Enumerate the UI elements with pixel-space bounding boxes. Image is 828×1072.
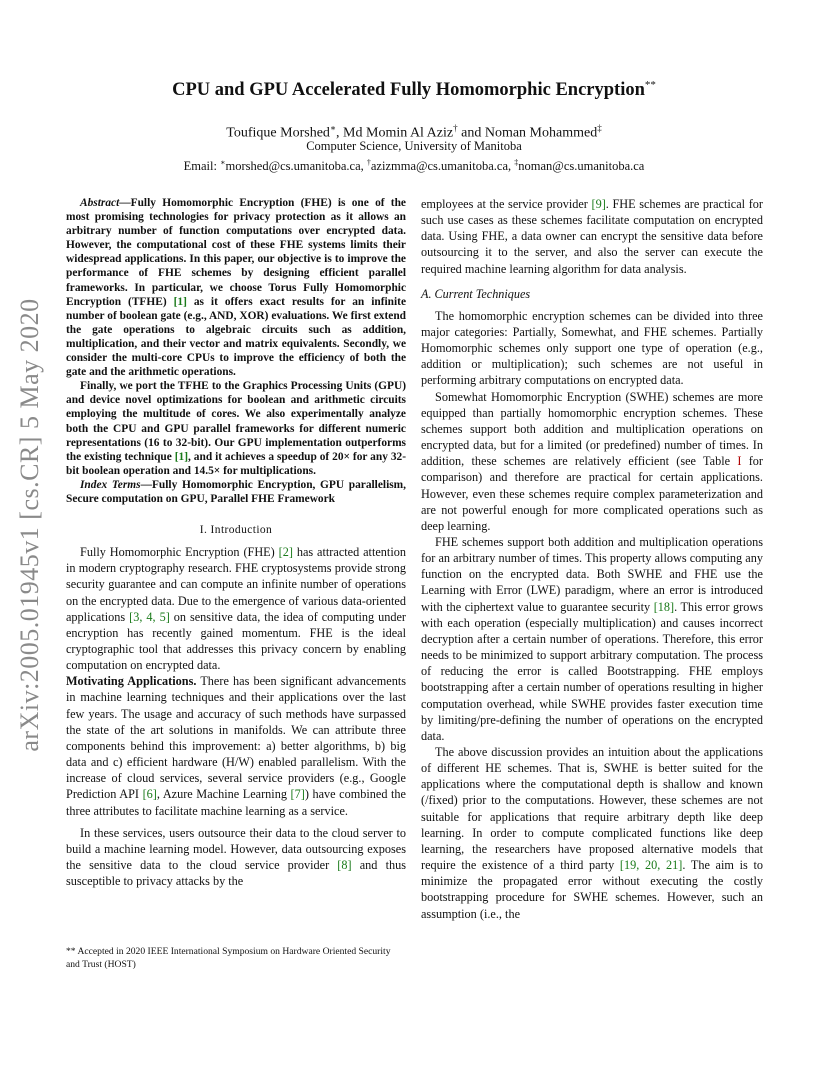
body-text: on sensitive data, the idea of computing under encryption has recently gained momentum. FHE is the ideal cryptographic tool that addresses this privacy concern by enabling computation on encrypted data.	[66, 609, 406, 673]
body-text: ) have combined the three attributes to facilitate machine learning as a service.	[66, 787, 406, 818]
footnote-mark: **	[66, 946, 76, 957]
body-paragraph	[421, 196, 763, 277]
body-paragraph	[66, 544, 406, 673]
body-text: The above discussion provides an intuition about the applications of different HE schemes. That is, SWHE is better suited for the applications where the computational depth is shallow and known (/fixed) prior to the computations. However, these schemes are not suitable for applications that require arbitrary depth like deep learning. In order to compute complicated functions like deep learning, the researchers have proposed alternative models that require the existence of a third party	[421, 745, 763, 873]
citation-link[interactable]: [18]	[653, 599, 675, 614]
abstract	[66, 196, 406, 506]
body-text: Fully Homomorphic Encryption (FHE)	[80, 545, 279, 560]
email-mark: ‡	[514, 158, 519, 167]
abstract-text: , and it achieves a speedup of 20× for any 32-bit boolean operation and 14.5× for multiplications.	[66, 450, 407, 477]
author-mark: †	[453, 123, 458, 133]
email-label: Email:	[183, 159, 221, 174]
body-text: In these services, users outsource their data to the cloud server to build a machine learning model. However, data outsourcing exposes the sensitive data to the cloud service provider	[66, 825, 406, 873]
email-mark: ∗	[220, 158, 226, 167]
body-text: FHE schemes support both addition and multiplication operations for an arbitrary number of times. This property allows computing any function on the encrypted data. Both SWHE and FHE use the Learning with Error (LWE) paradigm, where an error is introduced with the ciphertext value to guarantee security	[421, 534, 763, 614]
arxiv-identifier: arXiv:2005.01945v1 [cs.CR] 5 May 2020	[15, 298, 44, 752]
body-paragraph	[421, 389, 763, 534]
body-text: and thus susceptible to privacy attacks by the	[66, 858, 406, 889]
author-name: Md Momin Al Aziz	[343, 125, 454, 141]
body-text: for comparison) and therefore are practical for certain applications. However, even these schemes require complex parameterization and are not powerful enough for more complicated operations such as deep learning.	[421, 454, 763, 533]
body-text: , Azure Machine Learning	[156, 787, 291, 802]
author-mark: ‡	[597, 123, 602, 133]
citation-link[interactable]: [8]	[337, 858, 352, 873]
subsection-heading: A. Current Techniques	[421, 286, 531, 301]
paper-title	[60, 72, 768, 103]
email-address: azizmma@cs.umanitoba.ca,	[370, 159, 515, 174]
citation-link[interactable]: [1]	[173, 295, 187, 308]
author-separator: and	[457, 125, 485, 141]
paragraph-label: Motivating Applications.	[66, 674, 197, 689]
citation-link[interactable]: [7]	[290, 787, 305, 802]
body-paragraph	[421, 534, 763, 744]
author-emails	[60, 154, 768, 175]
citation-link[interactable]: [6]	[142, 787, 157, 802]
author-name: Toufique Morshed	[226, 125, 330, 141]
author-name: Noman Mohammed	[484, 125, 598, 141]
table-reference-link[interactable]: I	[737, 454, 742, 469]
body-text: . This error grows with each operation (especially multiplication) and causes incorrect decryption after a certain number of operations. Therefore, this error needs to be minimized to support arbitrary computation. The process of reducing the error is called Bootstrapping. FHE employs bootstrapping after a certain number of operations resulting in higher computation overhead, while SWHE provides faster execution time by limiting/pre-defining the number of operations on the encrypted data.	[421, 599, 763, 743]
section-heading-introduction: I. Introduction	[199, 524, 273, 537]
body-text: The homomorphic encryption schemes can be divided into three major categories: Partially, Somewhat, and FHE schemes. Partially Homomorphic schemes only support one type of operation (e.g., addition or multiplication); such schemes are not useful in performing arbitrary computations on encrypted data.	[421, 308, 763, 388]
citation-link[interactable]: [19, 20, 21]	[619, 858, 683, 873]
body-text: . FHE schemes are practical for such use cases as these schemes facilitate computation on encrypted data. Using FHE, a data owner can encrypt the sensitive data before outsourcing it to the server, and also the server can execute the required machine learning algorithm for data analysis.	[421, 197, 763, 276]
abstract-text: —Fully Homomorphic Encryption (FHE) is one of the most promising technologies for privacy protection as it allows an arbitrary number of function computations over encrypted data. However, the computational cost of these FHE systems limits their widespread applications. In this paper, our objective is to improve the performance of FHE schemes by designing efficient parallel frameworks. In particular, we choose Torus Fully Homomorphic Encryption (TFHE)	[66, 197, 406, 308]
body-paragraph	[421, 744, 763, 922]
affiliation: Computer Science, University of Manitoba	[306, 139, 522, 153]
email-address: noman@cs.umanitoba.ca	[518, 159, 645, 174]
abstract-label: Abstract	[80, 197, 120, 209]
right-column	[421, 196, 763, 922]
body-text: . The aim is to minimize the propagated error without executing the costly bootstrapping procedure for SWHE schemes. However, such an assumption (i.e., the	[421, 858, 763, 921]
email-address: morshed@cs.umanitoba.ca,	[225, 159, 367, 174]
citation-link[interactable]: [1]	[174, 450, 189, 463]
body-paragraph	[421, 308, 763, 389]
index-terms-label: Index Terms	[80, 478, 141, 491]
email-mark: †	[366, 158, 371, 167]
citation-link[interactable]: [2]	[278, 545, 293, 560]
introduction-body	[66, 544, 406, 889]
body-text: There has been significant advancements in machine learning techniques and their applications over the last few years. The usage and accuracy of such methods have surpassed the state of the art solutions in manifolds. We can attribute three components behind this improvement: a) better algorithms, b) big data and c) efficient hardware (H/W) enabled parallelism. With the increase of cloud services, several service providers (e.g., Google Prediction API	[66, 674, 406, 802]
abstract-paragraph	[66, 379, 406, 478]
footnote	[66, 946, 406, 971]
body-paragraph	[66, 825, 406, 890]
citation-link[interactable]: [9]	[591, 197, 606, 211]
footnote-text: Accepted in 2020 IEEE International Symposium on Hardware Oriented Security and Trust (HOST)	[66, 946, 391, 970]
arxiv-identifier-stamp	[10, 285, 50, 765]
title-text: CPU and GPU Accelerated Fully Homomorphic Encryption	[172, 80, 645, 100]
author-mark: ∗	[329, 123, 337, 133]
abstract-paragraph	[66, 196, 406, 379]
left-column	[66, 196, 406, 889]
author-separator: ,	[336, 125, 344, 141]
body-text: Somewhat Homomorphic Encryption (SWHE) schemes are more equipped than partially homomorphic encryption schemes. These schemes support both addition and multiplication operations on encrypted data, but for a limited (or predefined) number of times. In addition, these schemes are relatively efficient (see Table	[421, 389, 763, 469]
index-terms-text: —Fully Homomorphic Encryption, GPU parallelism, Secure computation on GPU, Parallel FHE Framework	[66, 478, 407, 505]
body-paragraph	[66, 673, 406, 818]
body-text: has attracted attention in modern cryptography research. FHE cryptosystems provide strong security guarantee and can compute an infinite number of operations on the encrypted data. Due to the emergence of various data-oriented applications	[66, 545, 406, 624]
abstract-text: Finally, we port the TFHE to the Graphics Processing Units (GPU) and device novel optimizations for boolean and arithmetic circuits employing the multitude of cores. We also experimentally analyze both the CPU and GPU parallel frameworks for different numeric representations (16 to 32-bit). Our GPU implementation outperforms the existing technique	[66, 380, 406, 463]
body-text: employees at the service provider	[421, 197, 592, 211]
citation-link[interactable]: [3, 4, 5]	[129, 609, 170, 624]
index-terms	[66, 478, 406, 506]
title-footnote-mark: **	[644, 79, 656, 91]
abstract-text: as it offers exact results for an infinite number of boolean gate (e.g., AND, XOR) evaluations. We first extend the gate operations to algebraic circuits such as addition, multiplication, and their vector and matrix equivalents. Secondly, we consider the multi-core CPUs to improve the efficiency of both the gate and the arithmetic operations.	[66, 295, 407, 379]
